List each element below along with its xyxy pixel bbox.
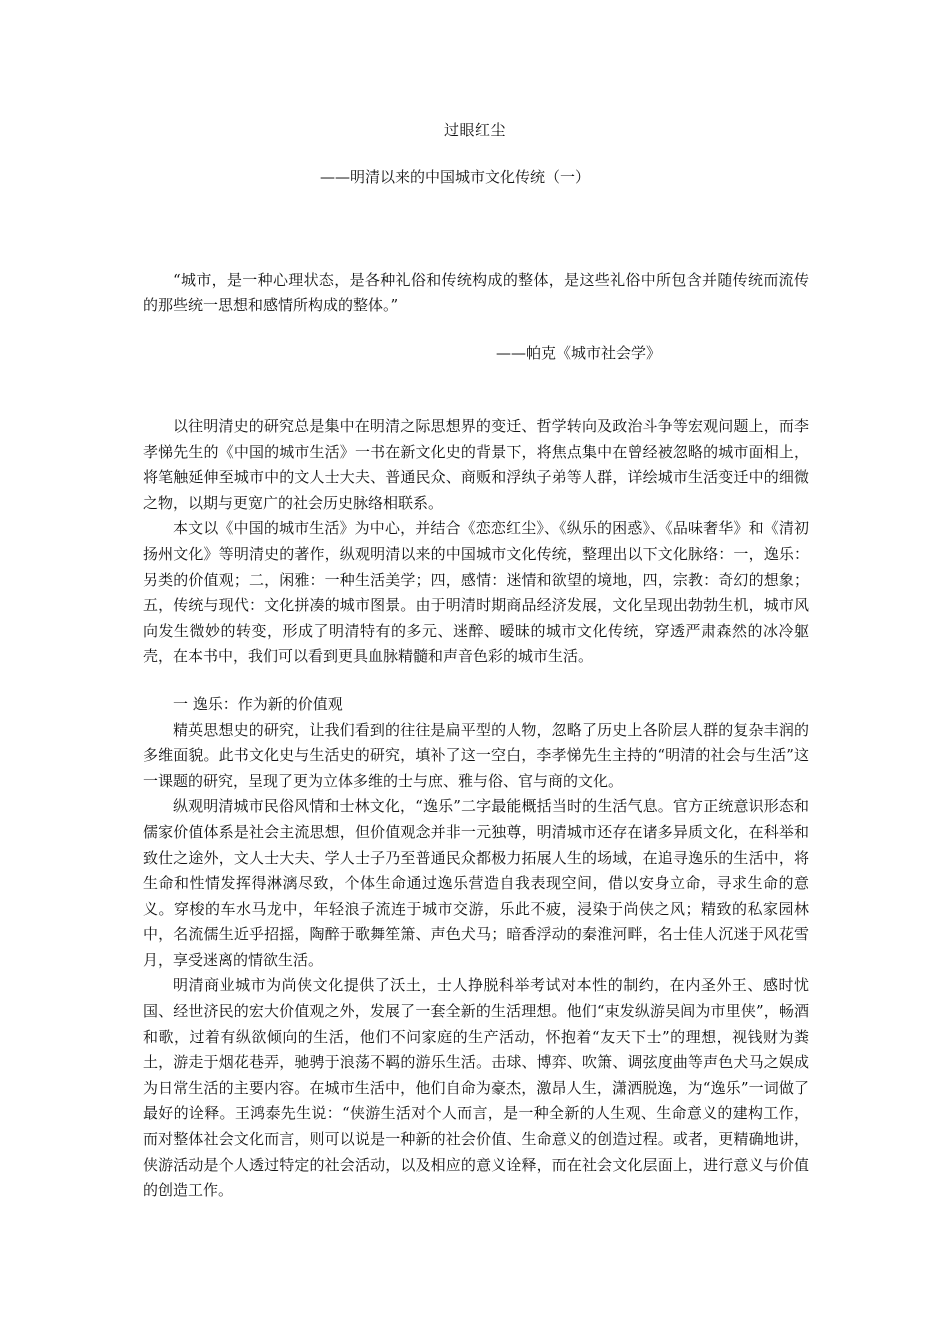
section-paragraph-1: 精英思想史的研究，让我们看到的往往是扁平型的人物，忽略了历史上各阶层人群的复杂丰润的多维面貌。此书文化史与生活史的研究，填补了这一空白，李孝悌先生主持的“明清的社会与生活”这一课题的研究，呈现了更为立体多维的士与庶、雅与俗、官与商的文化。 (143, 720, 809, 790)
epigraph-quote: “城市，是一种心理状态，是各种礼俗和传统构成的整体，是这些礼俗中所包含并随传统而流传的那些统一思想和感情所构成的整体。” (143, 271, 809, 314)
document-subtitle: ——明清以来的中国城市文化传统（一） (320, 168, 591, 186)
epigraph-source: ——帕克《城市社会学》 (496, 344, 662, 362)
article-body (143, 414, 809, 1204)
document-title: 过眼红尘 (443, 121, 506, 139)
section-heading: 一 逸乐：作为新的价值观 (173, 694, 343, 713)
intro-paragraph-2: 本文以《中国的城市生活》为中心，并结合《恋恋红尘》、《纵乐的困惑》、《品味奢华》和《清初扬州文化》等明清史的著作，纵观明清以来的中国城市文化传统，整理出以下文化脉络：一，逸乐：另类的价值观；二，闲雅：一种生活美学；四，感情：迷情和欲望的境地，四，宗教：奇幻的想象；五，传统与现代：文化拼凑的城市图景。由于明清时期商品经济发展，文化呈现出勃勃生机，城市风向发生微妙的转变，形成了明清特有的多元、迷醉、暧昧的城市文化传统，穿透严肃森然的冰冷躯壳，在本书中，我们可以看到更具血脉精髓和声音色彩的城市生活。 (143, 519, 809, 666)
section-paragraph-2: 纵观明清城市民俗风情和士林文化，“逸乐”二字最能概括当时的生活气息。官方正统意识形态和儒家价值体系是社会主流思想，但价值观念并非一元独尊，明清城市还存在诸多异质文化，在科举和致仕之途外，文人士大夫、学人士子乃至普通民众都极力拓展人生的场域，在追寻逸乐的生活中，将生命和性情发挥得淋漓尽致，个体生命通过逸乐营造自我表现空间，借以安身立命，寻求生命的意义。穿梭的车水马龙中，年轻浪子流连于城市交游，乐此不疲，浸染于尚侠之风；精致的私家园林中，名流儒生近乎招摇，陶醉于歌舞笙箫、声色犬马；暗香浮动的秦淮河畔，名士佳人沉迷于风花雪月，享受迷离的情欲生活。 (143, 797, 809, 969)
intro-paragraph-1: 以往明清史的研究总是集中在明清之际思想界的变迁、哲学转向及政治斗争等宏观问题上，而李孝悌先生的《中国的城市生活》一书在新文化史的背景下，将焦点集中在曾经被忽略的城市面相上，将笔触延伸至城市中的文人士大夫、普通民众、商贩和浮纨子弟等人群，详绘城市生活变迁中的细微之物，以期与更宽广的社会历史脉络相联系。 (143, 417, 809, 512)
section-paragraph-3: 明清商业城市为尚侠文化提供了沃土，士人挣脱科举考试对本性的制约，在内圣外王、感时忧国、经世济民的宏大价值观之外，发展了一套全新的生活理想。他们“束发纵游吴闾为市里侠”，畅酒和歌，过着有纵欲倾向的生活，他们不问家庭的生产活动，怀抱着“友天下士”的理想，视钱财为粪土，游走于烟花巷弄，驰骋于浪荡不羁的游乐生活。击球、博弈、吹箫、调弦度曲等声色犬马之娱成为日常生活的主要内容。在城市生活中，他们自命为豪杰，激昂人生，潇洒脱逸，为“逸乐”一词做了最好的诠释。王鸿泰先生说：“侠游生活对个人而言，是一种全新的人生观、生命意义的建构工作，而对整体社会文化而言，则可以说是一种新的社会价值、生命意义的创造过程。或者，更精确地讲，侠游活动是个人透过特定的社会活动，以及相应的意义诠释，而在社会文化层面上，进行意义与价值的创造工作。 (143, 976, 809, 1200)
